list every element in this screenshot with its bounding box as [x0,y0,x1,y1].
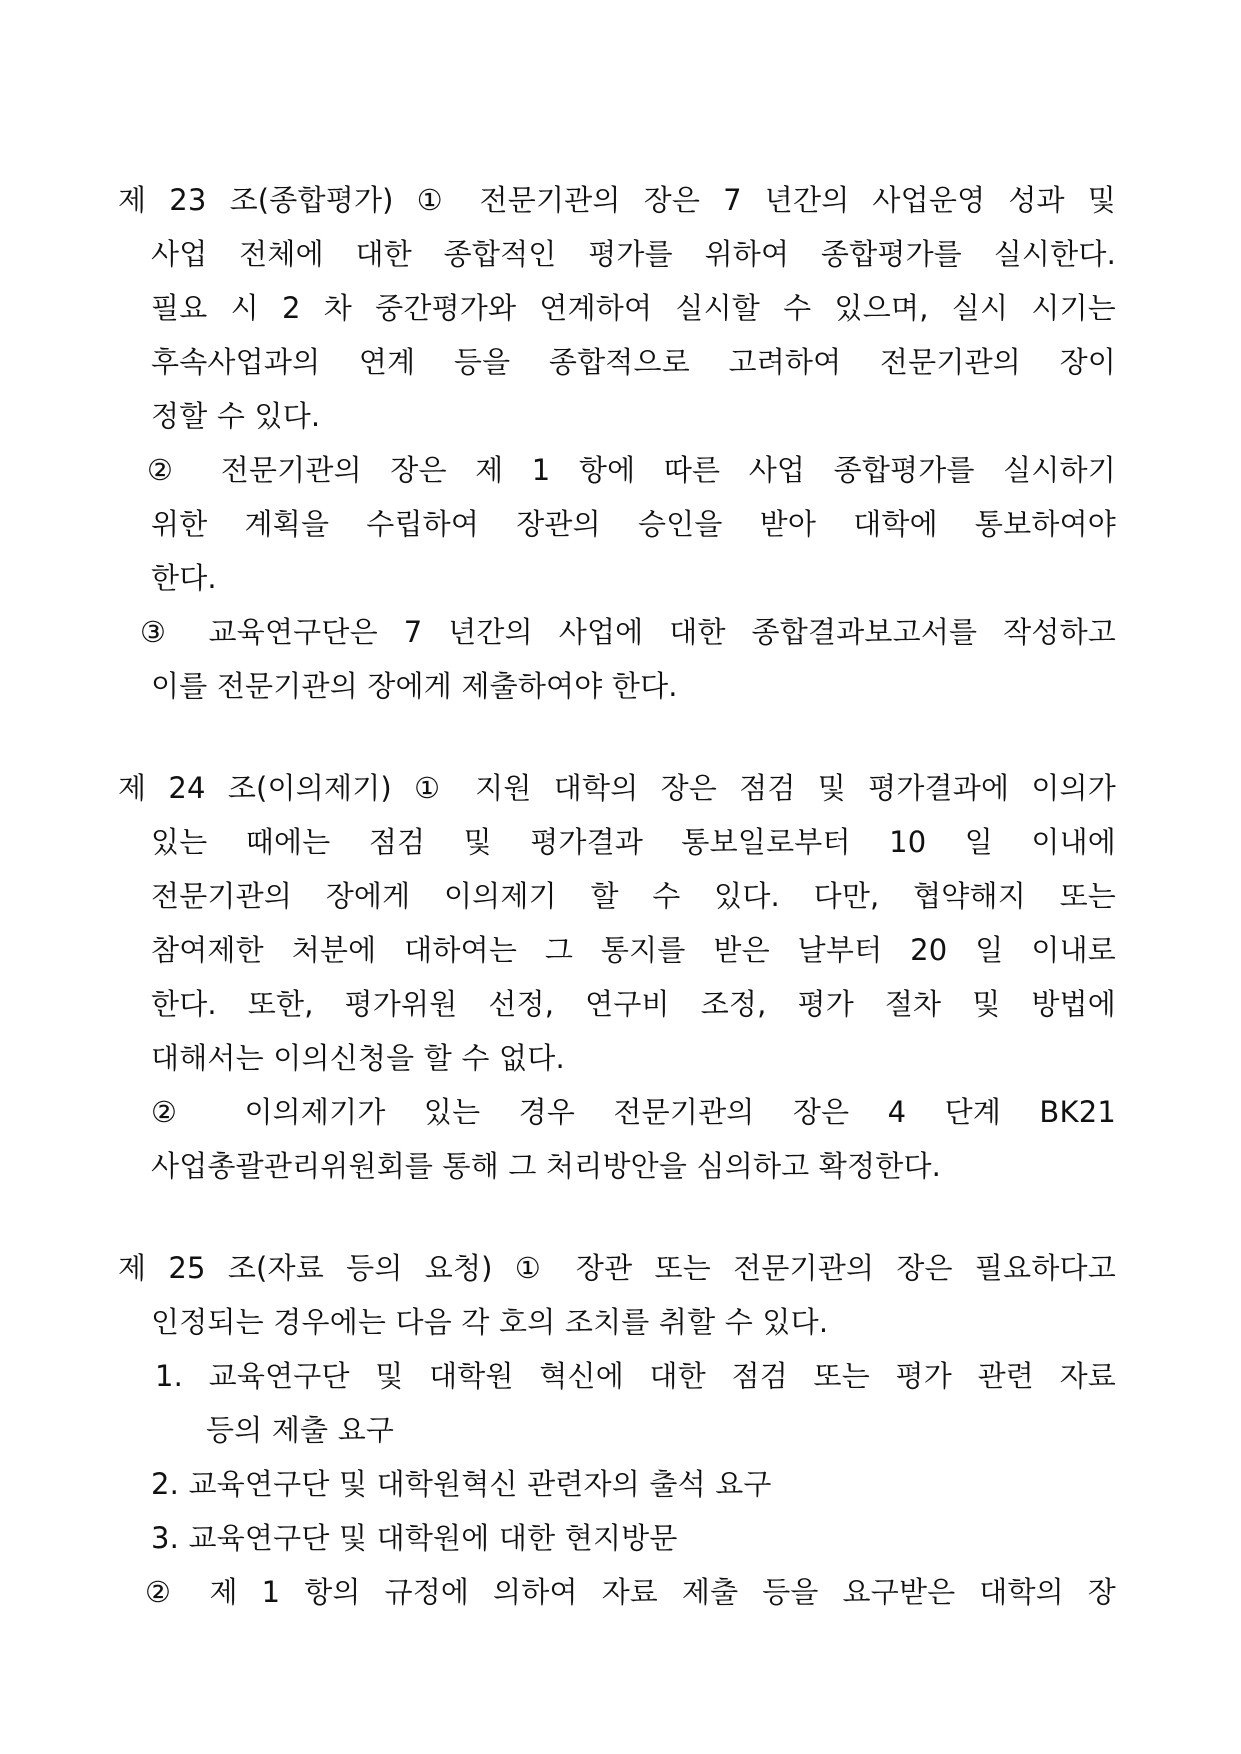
article-24-paragraph-2-line: ② 이의제기가 있는 경우 전문기관의 장은 4 단계 BK21 [151,1095,1116,1129]
article-25-paragraph-2-line: ② 제 1 항의 규정에 의하여 자료 제출 등을 요구받은 대학의 장 [145,1575,1116,1609]
article-23-paragraph-2-line: 한다. [151,561,217,595]
article-25-list-item-1-continuation: 등의 제출 요구 [206,1413,395,1447]
article-24-line: 대해서는 이의신청을 할 수 없다. [151,1041,565,1075]
article-23-paragraph-2-line: 위한 계획을 수립하여 장관의 승인을 받아 대학에 통보하여야 [151,507,1116,541]
article-24-heading-line: 제 24 조(이의제기) ① 지원 대학의 장은 점검 및 평가결과에 이의가 [118,771,1116,805]
article-25-heading-line: 제 25 조(자료 등의 요청) ① 장관 또는 전문기관의 장은 필요하다고 [118,1251,1116,1285]
article-23-line: 필요 시 2 차 중간평가와 연계하여 실시할 수 있으며, 실시 시기는 [151,291,1116,325]
article-25-list-item-2: 2. 교육연구단 및 대학원혁신 관련자의 출석 요구 [151,1467,772,1501]
article-23-line: 정할 수 있다. [151,399,321,433]
article-24-line: 참여제한 처분에 대하여는 그 통지를 받은 날부터 20 일 이내로 [151,933,1116,967]
article-23-paragraph-3-line: ③ 교육연구단은 7 년간의 사업에 대한 종합결과보고서를 작성하고 [140,615,1116,649]
article-25-line: 인정되는 경우에는 다음 각 호의 조치를 취할 수 있다. [151,1305,829,1339]
article-23-heading-line: 제 23 조(종합평가) ① 전문기관의 장은 7 년간의 사업운영 성과 및 [118,183,1116,217]
article-23-line: 사업 전체에 대한 종합적인 평가를 위하여 종합평가를 실시한다. [151,237,1116,271]
article-24-paragraph-2-line: 사업총괄관리위원회를 통해 그 처리방안을 심의하고 확정한다. [151,1149,942,1183]
article-25-list-item-1: 1. 교육연구단 및 대학원 혁신에 대한 점검 또는 평가 관련 자료 [155,1359,1116,1393]
article-24-line: 전문기관의 장에게 이의제기 할 수 있다. 다만, 협약해지 또는 [151,879,1116,913]
article-24-line: 있는 때에는 점검 및 평가결과 통보일로부터 10 일 이내에 [151,825,1116,859]
article-25-list-item-3: 3. 교육연구단 및 대학원에 대한 현지방문 [151,1521,678,1555]
article-23-paragraph-2-line: ② 전문기관의 장은 제 1 항에 따른 사업 종합평가를 실시하기 [147,453,1116,487]
article-23-line: 후속사업과의 연계 등을 종합적으로 고려하여 전문기관의 장이 [151,345,1116,379]
article-23-paragraph-3-line: 이를 전문기관의 장에게 제출하여야 한다. [151,669,678,703]
article-24-line: 한다. 또한, 평가위원 선정, 연구비 조정, 평가 절차 및 방법에 [151,987,1116,1021]
